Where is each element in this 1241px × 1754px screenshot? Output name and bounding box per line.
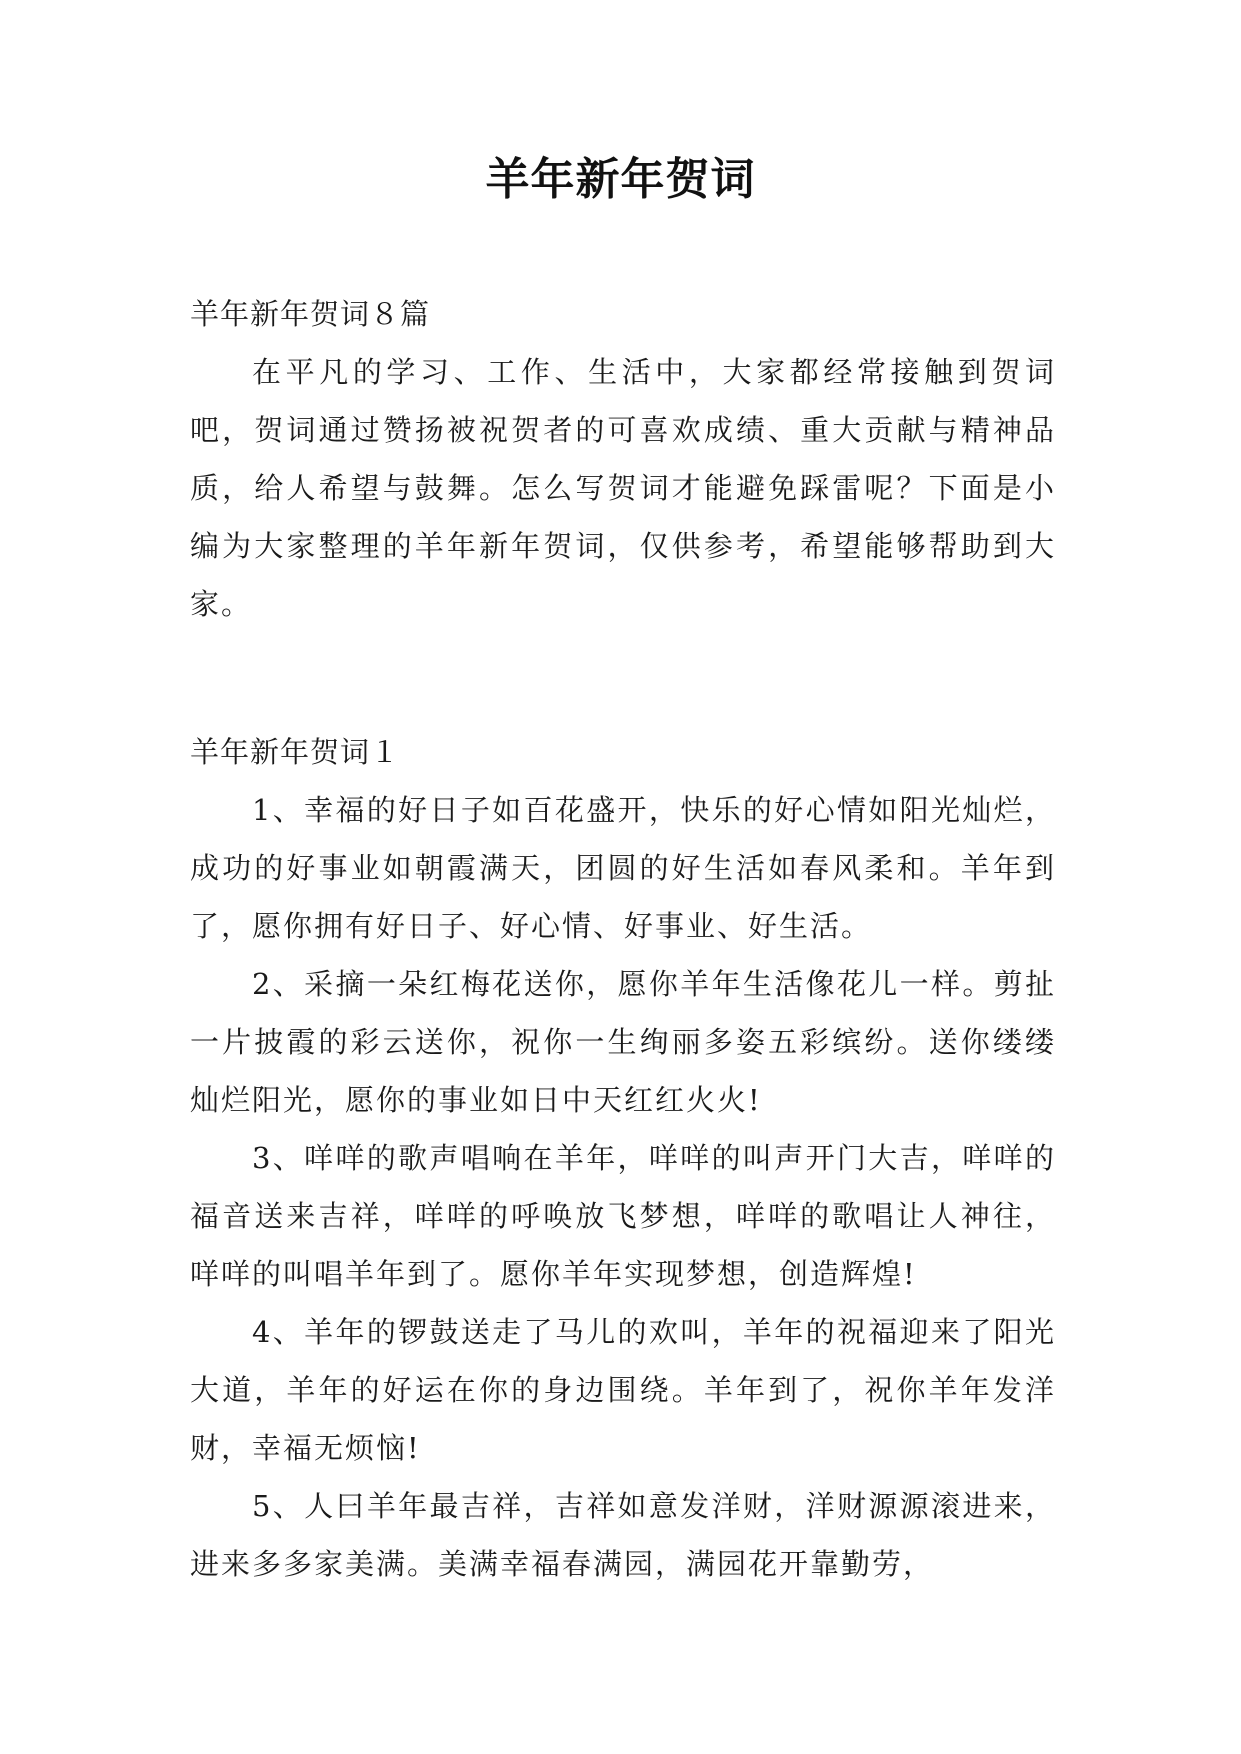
intro-paragraph: 在平凡的学习、工作、生活中，大家都经常接触到贺词吧，贺词通过赞扬被祝贺者的可喜欢成绩、重大贡献与精神品质，给人希望与鼓舞。怎么写贺词才能避免踩雷呢？下面是小编为大家整理的羊年新年贺词，仅供参考，希望能够帮助到大家。 [190,355,1056,621]
greeting-item-4: 4、羊年的锣鼓送走了马儿的欢叫，羊年的祝福迎来了阳光大道，羊年的好运在你的身边围绕。羊年到了，祝你羊年发洋财，幸福无烦恼! [190,1315,1056,1465]
greeting-item-1: 1、幸福的好日子如百花盛开，快乐的好心情如阳光灿烂，成功的好事业如朝霞满天，团圆的好生活如春风柔和。羊年到了，愿你拥有好日子、好心情、好事业、好生活。 [190,793,1056,943]
document-subtitle: 羊年新年贺词８篇 [190,297,431,331]
document-title: 羊年新年贺词 [485,154,756,205]
document-body [190,285,1056,1593]
greeting-item-5: 5、人曰羊年最吉祥，吉祥如意发洋财，洋财源源滚进来，进来多多家美满。美满幸福春满园，满园花开靠勤劳， [190,1489,1056,1581]
section-spacer [190,633,1056,723]
section-heading: 羊年新年贺词１ [190,735,401,769]
greeting-item-3: 3、咩咩的歌声唱响在羊年，咩咩的叫声开门大吉，咩咩的福音送来吉祥，咩咩的呼唤放飞梦想，咩咩的歌唱让人神往，咩咩的叫唱羊年到了。愿你羊年实现梦想，创造辉煌! [190,1141,1056,1291]
greeting-item-2: 2、采摘一朵红梅花送你，愿你羊年生活像花儿一样。剪扯一片披霞的彩云送你，祝你一生绚丽多姿五彩缤纷。送你缕缕灿烂阳光，愿你的事业如日中天红红火火! [190,967,1056,1117]
